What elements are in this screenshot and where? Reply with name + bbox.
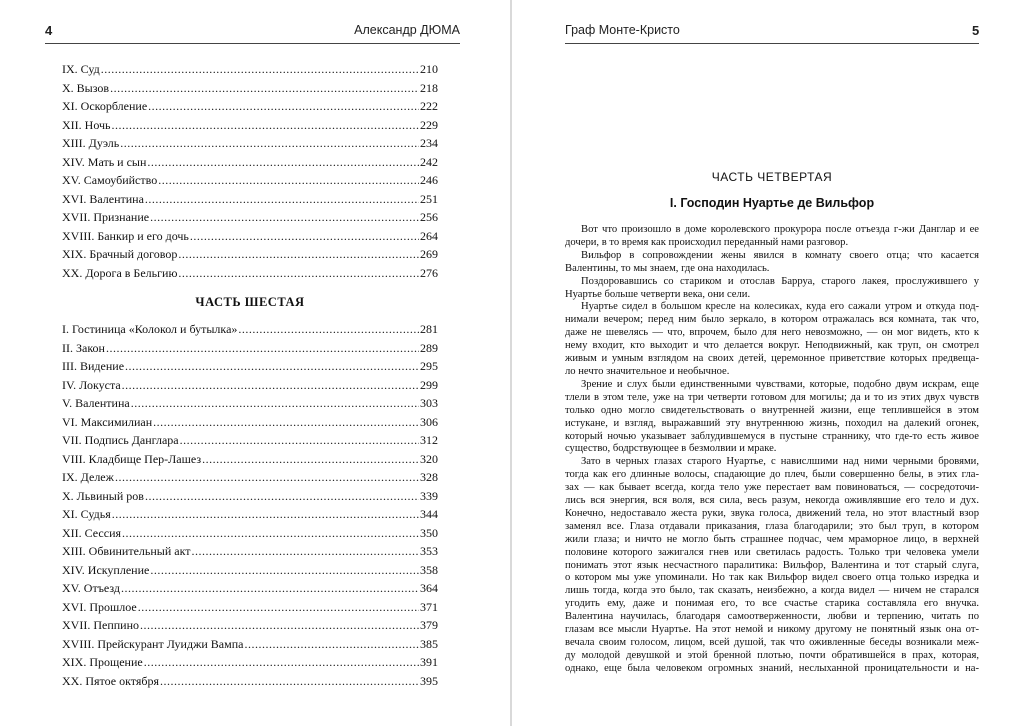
- right-running-head: Граф Монте-Кристо: [565, 23, 680, 37]
- body-line: Поздоровавшись со стариком и отослав Барруа, старого лакея, прослужившего у: [581, 275, 979, 287]
- toc-entry: [62, 468, 438, 487]
- toc-leader-dots: [131, 394, 419, 413]
- toc-entry-page: 242: [420, 154, 438, 169]
- toc-leader-dots: [121, 579, 419, 598]
- toc-leader-dots: [190, 227, 419, 246]
- body-line: о котором мы уже упоминали. Но так как Вильфор видел своего отца только изредка и: [565, 572, 979, 584]
- toc-entry: [62, 357, 438, 376]
- toc-entry-page: 276: [420, 265, 438, 280]
- toc-entry: [62, 413, 438, 432]
- toc-entry-page: 320: [420, 451, 438, 466]
- body-line: угодить ему, даже и понимая его, то все счастье старика составляла его внучка.: [565, 598, 979, 610]
- toc-entry: [62, 579, 438, 598]
- body-line: живым и умным взглядом на своих детей, церемонное приветствие которых предвеща-: [565, 353, 979, 365]
- toc-entry: [62, 171, 438, 190]
- toc-leader-dots: [122, 524, 419, 543]
- toc-entry-title: XVII. Признание: [62, 210, 150, 224]
- toc-entry-page: 358: [420, 562, 438, 577]
- toc-entry-title: X. Вызов: [62, 80, 110, 95]
- toc-entry-page: 256: [420, 210, 438, 224]
- toc-entry: [62, 134, 438, 153]
- toc-entry: [62, 561, 438, 580]
- toc-entry-title: XIX. Брачный договор: [62, 247, 178, 261]
- toc-entry: [62, 320, 438, 339]
- toc-entry-title: V. Валентина: [62, 396, 130, 410]
- toc-entry-title: XIX. Прощение: [62, 655, 143, 669]
- toc-entry: [62, 672, 438, 691]
- right-page-number: 5: [972, 23, 980, 38]
- toc-entry-page: 303: [420, 396, 438, 410]
- toc-entry-page: 350: [420, 525, 438, 540]
- toc-entry-page: 234: [420, 136, 438, 150]
- toc-leader-dots: [101, 60, 419, 79]
- toc-entry: [62, 190, 438, 209]
- toc-leader-dots: [148, 97, 419, 116]
- toc-entry-title: VIII. Кладбище Пер-Лашез: [62, 451, 202, 466]
- right-header-rule: [565, 43, 979, 44]
- toc-entry: [62, 450, 438, 469]
- toc-entry-page: 251: [420, 191, 438, 206]
- toc-leader-dots: [106, 339, 419, 358]
- toc-entry: [62, 394, 438, 413]
- body-line: тлели в этом теле, уже на три четверти готовом для могилы; да и то из этих двух чувств: [565, 391, 979, 403]
- toc-entry-page: 289: [420, 340, 438, 355]
- body-line: лишь тогда, когда это было, так сказать, неизбежно, а когда видел — ничем не старался: [565, 585, 979, 597]
- body-line: Валентина научилась, благодаря самоотверженности, любви и терпению, читать по: [565, 611, 979, 623]
- body-line: Конечно, недоставало жеста руки, звука голоса, движений тела, но этот властный взор: [565, 507, 979, 519]
- toc-entry-title: XIII. Обвинительный акт: [62, 544, 191, 558]
- toc-leader-dots: [147, 153, 419, 172]
- body-line: Зато в черных глазах старого Нуартье, с навислшими над ними черными бровями,: [581, 456, 979, 468]
- toc-leader-dots: [138, 598, 419, 617]
- toc-entry-title: VII. Подпись Данглара: [62, 433, 179, 447]
- part-six-heading: ЧАСТЬ ШЕСТАЯ: [195, 295, 305, 309]
- toc-entry-page: 328: [420, 470, 438, 484]
- toc-entry-title: XI. Оскорбление: [62, 99, 148, 113]
- toc-entry-page: 281: [420, 322, 438, 336]
- toc-entry-title: II. Закон: [62, 340, 105, 355]
- left-page: [0, 0, 510, 726]
- toc-entry: [62, 208, 438, 227]
- toc-entry: [62, 245, 438, 264]
- body-line: только одно могло свидетельствовать о внутренней жизни, еще теплившейся в этом: [565, 404, 979, 416]
- left-running-head: Александр ДЮМА: [354, 23, 460, 37]
- toc-entry-title: XII. Ночь: [62, 117, 111, 132]
- toc-entry-title: VI. Максимилиан: [62, 414, 153, 429]
- toc-leader-dots: [238, 320, 419, 339]
- toc-leader-dots: [178, 264, 419, 283]
- toc-entry-title: XIII. Дуэль: [62, 136, 120, 150]
- toc-leader-dots: [112, 505, 419, 524]
- toc-entry: [62, 376, 438, 395]
- body-line: Нуартье больше четверти века, они сели.: [565, 288, 751, 300]
- toc-leader-dots: [192, 542, 419, 561]
- toc-entry-title: IV. Локуста: [62, 377, 121, 392]
- toc-leader-dots: [158, 171, 419, 190]
- toc-entry-page: 353: [420, 544, 438, 558]
- toc-entry: [62, 487, 438, 506]
- toc-entry: [62, 598, 438, 617]
- toc-entry: [62, 97, 438, 116]
- toc-leader-dots: [244, 635, 419, 654]
- toc-entry-page: 371: [420, 599, 438, 614]
- toc-entry-title: XVI. Валентина: [62, 191, 144, 206]
- toc-entry-page: 222: [420, 99, 438, 113]
- toc-entry-page: 229: [420, 117, 438, 132]
- toc-entry: [62, 79, 438, 98]
- toc-entry-page: 269: [420, 247, 438, 261]
- toc-leader-dots: [144, 653, 419, 672]
- body-line: Валентины, то мы знаем, где она находилась.: [565, 262, 770, 274]
- toc-leader-dots: [145, 190, 419, 209]
- toc-entry-page: 295: [420, 359, 438, 373]
- toc-leader-dots: [125, 357, 419, 376]
- toc-list-top: [62, 60, 438, 282]
- toc-entry: [62, 653, 438, 672]
- toc-leader-dots: [202, 450, 419, 469]
- body-line: даже не шевелясь — что, впрочем, было для него невозможно, — он мог видеть, кто к: [565, 327, 979, 339]
- toc-leader-dots: [140, 616, 419, 635]
- toc-entry-page: 379: [420, 618, 438, 632]
- toc-entry-page: 264: [420, 228, 438, 243]
- toc-entry: [62, 116, 438, 135]
- body-line: глазам все мысли Нуартье. На этот немой и никому другому не понятный язык она от-: [565, 624, 979, 636]
- toc-entry-page: 395: [420, 673, 438, 688]
- toc-entry: [62, 60, 438, 79]
- body-line: нимали вечером; перед ним было зеркало, в котором отражалась вся комната, так что,: [565, 314, 979, 326]
- toc-list-part-six: [62, 320, 438, 690]
- toc-entry-title: XV. Самоубийство: [62, 173, 158, 187]
- body-line: жили глаза; и ничто не могло быть страшнее подчас, чем мраморное лицо, в верхней: [565, 533, 979, 545]
- toc-entry-title: XV. Отъезд: [62, 581, 121, 595]
- toc-leader-dots: [112, 116, 419, 135]
- toc-entry-title: XVIII. Банкир и его дочь: [62, 228, 189, 243]
- toc-entry: [62, 524, 438, 543]
- toc-entry-page: 339: [420, 488, 438, 503]
- toc-entry-title: XVI. Прошлое: [62, 599, 137, 614]
- body-line: понимать этот язык несчастного паралитика: Вильфор, Валентина и тот старый слуга,: [565, 559, 979, 571]
- body-line: половине которого зажигался гнев или светилась радость. Только три человека умели: [565, 546, 979, 558]
- left-page-number: 4: [45, 23, 53, 38]
- toc-entry-page: 312: [420, 433, 438, 447]
- toc-entry: [62, 339, 438, 358]
- toc-leader-dots: [153, 413, 419, 432]
- toc-leader-dots: [150, 561, 419, 580]
- toc-entry-title: IX. Дележ: [62, 470, 114, 484]
- toc-entry-page: 299: [420, 377, 438, 392]
- toc-entry-page: 218: [420, 80, 438, 95]
- toc-entry: [62, 542, 438, 561]
- left-header-rule: [45, 43, 460, 44]
- toc-entry-title: XX. Дорога в Бельгию: [62, 265, 178, 280]
- body-line: лись вся энергия, вся воля, вся сила, весь разум, некогда оживлявшие его тело и дух.: [565, 495, 979, 507]
- chapter-body-text: [565, 224, 979, 676]
- toc-entry-title: X. Львиный ров: [62, 488, 144, 503]
- toc-entry-page: 246: [420, 173, 438, 187]
- body-line: вечала своим голосом, лицом, всей душой, так что оживленные беседы возникали меж-: [565, 637, 979, 648]
- toc-leader-dots: [150, 208, 419, 227]
- body-line: нему входит, кто выходит и что делается вокруг. Неподвижный, как труп, он смотрел: [565, 340, 979, 352]
- toc-entry: [62, 431, 438, 450]
- toc-entry-title: XIV. Мать и сын: [62, 154, 147, 169]
- body-line: существо, бодрствующее в безмолвии и мраке.: [565, 443, 777, 455]
- body-line: зах — как бывает всегда, когда тело уже перестает вам повиноваться, — сосредоточи-: [565, 482, 979, 494]
- toc-entry-page: 344: [420, 507, 438, 521]
- toc-entry-title: XI. Судья: [62, 507, 111, 521]
- body-line: истукане, и взгляд, выражавший эту внутреннюю жизнь, походил на далекий огонек,: [565, 417, 979, 429]
- toc-entry: [62, 616, 438, 635]
- part-four-heading: ЧАСТЬ ЧЕТВЕРТАЯ: [711, 170, 833, 184]
- body-line: дочери, в то время как происходил переданный нами разговор.: [565, 236, 849, 248]
- body-line: однако, еще была человеком огромных знаний, неслыханной проницательности и на-: [565, 662, 979, 674]
- toc-leader-dots: [145, 487, 419, 506]
- body-line: ду молодой девушкой и этой бренной плотью, почти обратившейся в прах, которая,: [565, 649, 979, 661]
- toc-leader-dots: [178, 245, 419, 264]
- toc-entry-title: XX. Пятое октября: [62, 673, 159, 688]
- toc-entry-title: III. Видение: [62, 359, 125, 373]
- body-line: ло нечто значительное и необычное.: [565, 365, 730, 377]
- body-line: Вот что произошло в доме королевского прокурора после отъезда г-жи Данглар и ее: [581, 224, 979, 235]
- toc-entry-page: 306: [420, 414, 438, 429]
- body-line: заменял все. Глаза отдавали приказания, глаза благодарили; это был труп, в котором: [565, 520, 979, 532]
- toc-entry: [62, 505, 438, 524]
- body-line: Вильфор в сопровождении жены явился в комнату своего отца; что касается: [581, 249, 979, 261]
- toc-entry: [62, 635, 438, 654]
- body-line: Нуартье сидел в большом кресле на колесиках, куда его сажали утром и откуда под-: [581, 301, 979, 313]
- toc-entry-page: 364: [420, 581, 438, 595]
- toc-entry-page: 385: [420, 636, 438, 651]
- chapter-title: I. Господин Нуартье де Вильфор: [669, 196, 875, 210]
- body-line: Зрение и слух были единственными чувствами, которые, подобно двум искрам, еще: [581, 378, 979, 390]
- toc-leader-dots: [110, 79, 419, 98]
- toc-entry-title: XVIII. Прейскурант Луиджи Вампа: [62, 636, 244, 651]
- toc-entry-title: IX. Суд: [62, 62, 100, 76]
- toc-entry-title: XII. Сессия: [62, 525, 122, 540]
- toc-entry: [62, 264, 438, 283]
- toc-leader-dots: [180, 431, 419, 450]
- toc-entry-page: 391: [420, 655, 438, 669]
- toc-entry-title: I. Гостиница «Колокол и бутылка»: [62, 322, 238, 336]
- toc-entry-title: XVII. Пеппино: [62, 618, 140, 632]
- toc-entry-page: 210: [420, 62, 438, 76]
- toc-leader-dots: [120, 134, 419, 153]
- toc-entry-title: XIV. Искупление: [62, 562, 150, 577]
- toc-entry: [62, 227, 438, 246]
- body-line: тогда как его длинные волосы, спадающие до плеч, были совершенно белы, в этих гла-: [565, 469, 979, 481]
- body-line: который ночью указывает заблудившемуся в пустыне страннику, что где-то есть живое: [565, 430, 979, 442]
- toc-entry: [62, 153, 438, 172]
- toc-leader-dots: [115, 468, 419, 487]
- toc-leader-dots: [122, 376, 419, 395]
- toc-leader-dots: [160, 672, 419, 691]
